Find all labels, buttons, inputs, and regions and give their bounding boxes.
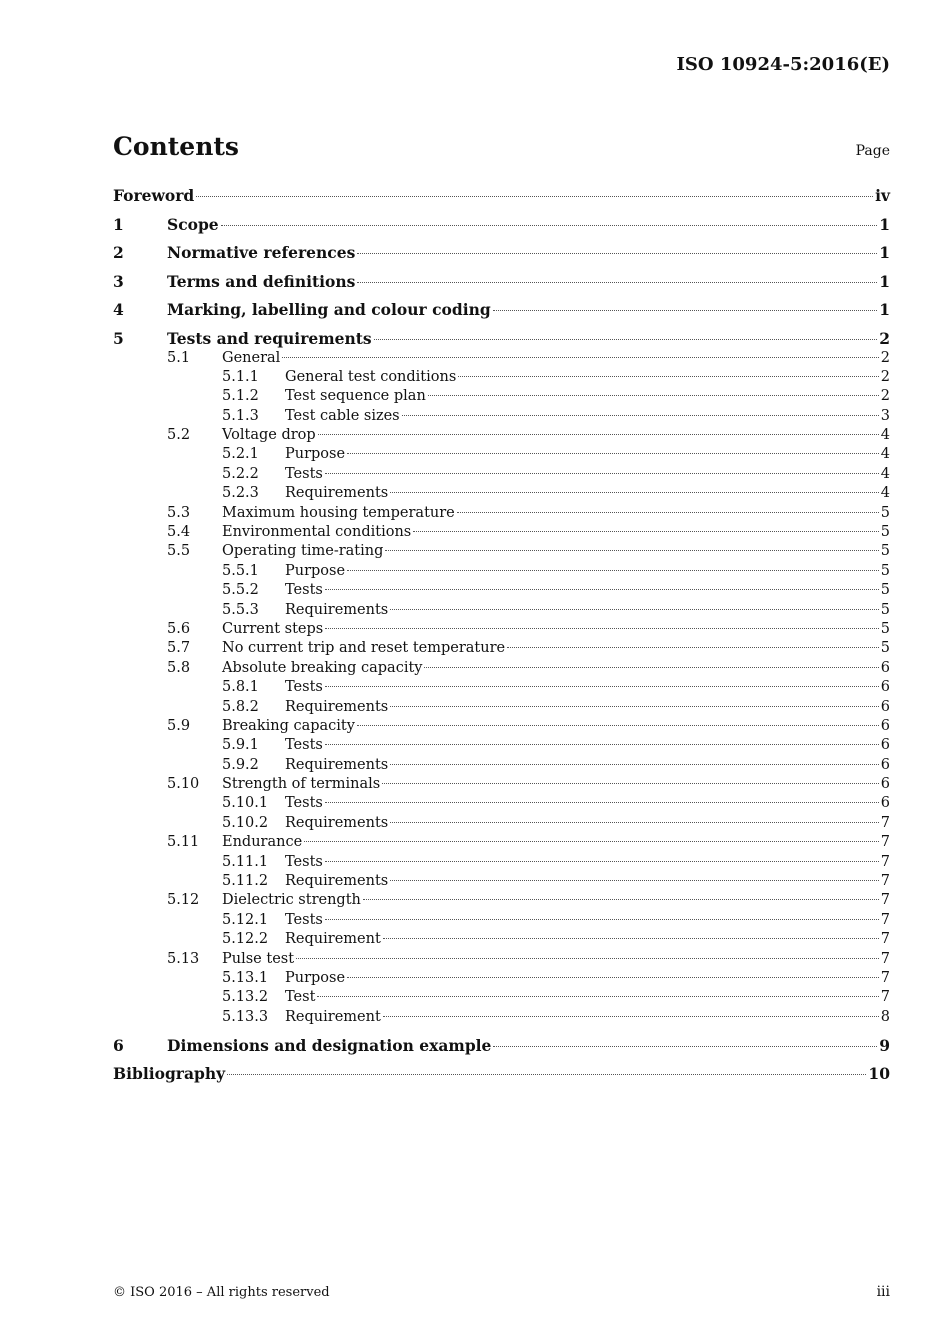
toc-entry-page: iv xyxy=(875,186,890,205)
toc-entry[interactable] xyxy=(113,891,890,910)
toc-entry-number: 5.7 xyxy=(167,640,191,657)
toc-entry-page: 6 xyxy=(880,737,890,754)
dot-leader xyxy=(227,1074,866,1075)
toc-entry[interactable] xyxy=(113,639,890,658)
toc-entry-page: 1 xyxy=(879,271,890,291)
dot-leader xyxy=(390,706,879,707)
toc-entry-title: Tests and requirements xyxy=(167,328,372,348)
toc-entry-number: 5.5.2 xyxy=(222,582,259,599)
dot-leader xyxy=(390,609,879,610)
toc-entry-page: 5 xyxy=(880,582,890,599)
toc-entry-number: 5.13.1 xyxy=(222,970,269,986)
dot-leader xyxy=(374,339,878,340)
toc-entry-page: 6 xyxy=(880,795,890,812)
dot-leader xyxy=(357,282,877,283)
toc-entry[interactable] xyxy=(113,814,890,833)
toc-entry-number: 5.1 xyxy=(167,349,191,366)
toc-entry-number: 5.1.3 xyxy=(222,407,259,424)
toc-entry-title: Scope xyxy=(167,214,219,234)
toc-entry-title: Tests xyxy=(285,853,323,870)
toc-entry-title: General xyxy=(222,349,281,366)
toc-entry-page: 5 xyxy=(880,640,890,657)
toc-entry-number: 5.4 xyxy=(167,524,191,541)
toc-entry-title: Requirement xyxy=(285,1008,381,1025)
toc-entry[interactable] xyxy=(113,300,890,320)
toc-entry[interactable] xyxy=(113,988,890,1007)
toc-entry[interactable] xyxy=(113,853,890,872)
toc-entry-title: Operating time-rating xyxy=(222,543,384,560)
toc-entry-number: 5 xyxy=(113,328,124,348)
dot-leader xyxy=(325,744,879,745)
dot-leader xyxy=(428,395,879,396)
toc-entry-number: 5.10.2 xyxy=(222,814,269,831)
dot-leader xyxy=(383,1016,879,1017)
toc-entry-page: 7 xyxy=(880,834,890,851)
dot-leader xyxy=(357,253,877,254)
toc-entry-page: 1 xyxy=(879,214,890,234)
toc-entry-number: 5.2.2 xyxy=(222,465,259,482)
toc-entry-page: 4 xyxy=(880,485,890,502)
dot-leader xyxy=(325,589,879,590)
toc-entry-title: Current steps xyxy=(222,620,324,637)
toc-entry-title: Tests xyxy=(285,679,323,696)
toc-entry-number: 5.13.2 xyxy=(222,989,269,1006)
toc-entry[interactable] xyxy=(113,243,890,263)
toc-entry[interactable] xyxy=(113,698,890,717)
toc-entry-title: Pulse test xyxy=(222,950,295,967)
toc-entry[interactable] xyxy=(113,562,890,581)
toc-entry-page: 1 xyxy=(879,243,890,262)
toc-entry[interactable] xyxy=(113,601,890,620)
toc-entry[interactable] xyxy=(113,445,890,464)
toc-entry-page: 7 xyxy=(880,911,890,928)
toc-entry-number: 5.6 xyxy=(167,620,191,637)
dot-leader xyxy=(296,958,879,959)
toc-entry[interactable] xyxy=(113,678,890,697)
toc-entry-title: Requirements xyxy=(285,814,389,831)
dot-leader xyxy=(382,783,879,784)
toc-entry-page: 10 xyxy=(868,1064,890,1084)
toc-entry-page: 6 xyxy=(880,659,890,676)
dot-leader xyxy=(402,415,879,416)
toc-entry-page: 7 xyxy=(880,814,890,831)
toc-entry-number: 5.8 xyxy=(167,659,191,676)
toc-entry-title: Purpose xyxy=(285,562,346,579)
toc-entry-title: Tests xyxy=(285,737,323,754)
toc-entry-title: Endurance xyxy=(222,834,303,851)
toc-entry-title: Marking, labelling and colour coding xyxy=(167,300,491,319)
toc-entry-page: 6 xyxy=(880,776,890,793)
page-title: Contents xyxy=(113,132,240,161)
toc-entry[interactable] xyxy=(113,911,890,930)
toc-entry-title: Dimensions and designation example xyxy=(167,1035,492,1055)
dot-leader xyxy=(325,802,879,803)
toc-entry-title: Requirements xyxy=(285,698,389,715)
toc-entry-title: Test sequence plan xyxy=(285,388,426,405)
toc-entry-number: 5.2 xyxy=(167,427,191,444)
toc-entry-number: 5.12.2 xyxy=(222,931,269,948)
toc-entry-number: 5.5.3 xyxy=(222,601,259,618)
dot-leader xyxy=(385,550,878,551)
toc-entry[interactable] xyxy=(113,756,890,775)
toc-entry-title: Requirements xyxy=(285,601,389,618)
toc-entry-page: 7 xyxy=(880,989,890,1006)
toc-entry-number: 5.13.3 xyxy=(222,1008,269,1025)
dot-leader xyxy=(507,647,879,648)
toc-entry-title: Test xyxy=(285,989,316,1006)
toc-entry-page: 9 xyxy=(879,1035,890,1055)
dot-leader xyxy=(325,686,879,687)
toc-entry-number: 5.11.2 xyxy=(222,873,269,890)
dot-leader xyxy=(304,841,879,842)
toc-entry-title: Tests xyxy=(285,911,323,928)
toc-entry[interactable] xyxy=(113,387,890,406)
dot-leader xyxy=(458,376,878,377)
toc-entry-page: 2 xyxy=(880,388,890,405)
toc-entry[interactable] xyxy=(113,872,890,891)
toc-entry-number: 5.5.1 xyxy=(222,562,259,579)
dot-leader xyxy=(357,725,879,726)
toc-entry-number: 6 xyxy=(113,1035,124,1055)
dot-leader xyxy=(390,764,879,765)
toc-entry-number: 5.9.2 xyxy=(222,756,259,773)
toc-entry-page: 2 xyxy=(880,368,890,385)
toc-entry-number: 5.10.1 xyxy=(222,795,269,812)
toc-entry-page: 2 xyxy=(880,349,890,366)
toc-entry-number: 5.8.2 xyxy=(222,698,259,715)
toc-entry-page: 1 xyxy=(879,300,890,319)
toc-entry-title: Tests xyxy=(285,465,323,482)
toc-entry[interactable] xyxy=(113,1064,890,1084)
toc-entry-page: 7 xyxy=(880,931,890,948)
toc-entry-page: 5 xyxy=(880,524,890,541)
toc-entry[interactable] xyxy=(113,329,890,349)
toc-entry-number: 5.5 xyxy=(167,543,191,560)
toc-entry[interactable] xyxy=(113,542,890,561)
toc-entry-number: 1 xyxy=(113,214,124,234)
toc-entry[interactable] xyxy=(113,659,890,678)
toc-entry-title: Absolute breaking capacity xyxy=(222,659,423,676)
dot-leader xyxy=(413,531,879,532)
dot-leader xyxy=(383,938,879,939)
toc-entry-number: 5.2.3 xyxy=(222,485,259,502)
page-number: iii xyxy=(876,1284,890,1300)
dot-leader xyxy=(325,628,879,629)
toc-entry-number: 3 xyxy=(113,271,124,291)
dot-leader xyxy=(325,861,879,862)
dot-leader xyxy=(325,473,879,474)
dot-leader xyxy=(347,977,879,978)
toc-entry-page: 4 xyxy=(880,446,890,463)
toc-entry-page: 8 xyxy=(880,1008,890,1025)
dot-leader xyxy=(317,996,878,997)
toc-entry-title: Purpose xyxy=(285,970,346,986)
toc-entry-number: 5.11 xyxy=(167,834,200,851)
toc-entry-page: 6 xyxy=(880,756,890,773)
dot-leader xyxy=(457,512,879,513)
toc-entry-number: 4 xyxy=(113,300,124,319)
toc-entry-title: Maximum housing temperature xyxy=(222,504,455,521)
toc-entry-title: Breaking capacity xyxy=(222,717,355,734)
toc-entry-page: 7 xyxy=(880,873,890,890)
toc-entry-title: Environmental conditions xyxy=(222,524,412,541)
dot-leader xyxy=(493,310,878,311)
toc-entry-page: 5 xyxy=(880,601,890,618)
toc-entry-title: Test cable sizes xyxy=(285,407,400,424)
toc-entry-page: 5 xyxy=(880,504,890,521)
toc-entry-title: Requirements xyxy=(285,756,389,773)
toc-entry-page: 4 xyxy=(880,465,890,482)
toc-entry[interactable] xyxy=(113,717,890,736)
toc-entry-number: 5.12 xyxy=(167,892,200,909)
toc-entry[interactable] xyxy=(113,504,890,523)
toc-entry-title: Requirement xyxy=(285,931,381,948)
dot-leader xyxy=(390,822,879,823)
toc-entry-number: 5.8.1 xyxy=(222,679,259,696)
standard-id: ISO 10924-5:2016(E) xyxy=(676,54,890,75)
toc-entry-page: 7 xyxy=(880,853,890,870)
toc-entry-page: 5 xyxy=(880,562,890,579)
dot-leader xyxy=(196,196,873,197)
page-column-label: Page xyxy=(855,143,890,159)
toc-entry[interactable] xyxy=(113,736,890,755)
toc-entry-title: General test conditions xyxy=(285,368,457,385)
toc-entry-page: 3 xyxy=(880,407,890,424)
toc-entry[interactable] xyxy=(113,426,890,445)
toc-entry-title: Voltage drop xyxy=(222,427,316,444)
toc-entry-title: Terms and definitions xyxy=(167,271,356,291)
toc-entry-page: 6 xyxy=(880,717,890,734)
dot-leader xyxy=(363,899,879,900)
toc-entry[interactable] xyxy=(113,523,890,542)
toc-entry-title: Dielectric strength xyxy=(222,892,361,909)
toc-entry-number: 5.12.1 xyxy=(222,911,269,928)
toc-entry-title: Requirements xyxy=(285,873,389,890)
toc-entry-title: No current trip and reset temperature xyxy=(222,640,506,657)
toc-entry-number: 5.11.1 xyxy=(222,853,269,870)
dot-leader xyxy=(390,880,879,881)
dot-leader xyxy=(318,434,879,435)
toc-entry-title: Purpose xyxy=(285,446,346,463)
toc-entry-number: 5.9.1 xyxy=(222,737,259,754)
toc-entry-number: 5.10 xyxy=(167,776,200,793)
toc-entry-number: 5.1.2 xyxy=(222,388,259,405)
toc-entry[interactable] xyxy=(113,833,890,852)
toc-entry[interactable] xyxy=(113,484,890,503)
table-of-contents xyxy=(113,186,890,1084)
toc-entry[interactable] xyxy=(113,1036,890,1056)
copyright-notice: © ISO 2016 – All rights reserved xyxy=(113,1285,330,1300)
toc-entry-page: 6 xyxy=(880,698,890,715)
toc-entry[interactable] xyxy=(113,368,890,387)
toc-entry-title: Bibliography xyxy=(113,1064,226,1084)
dot-leader xyxy=(347,570,879,571)
toc-entry[interactable] xyxy=(113,1008,890,1027)
toc-entry-page: 7 xyxy=(880,892,890,909)
toc-entry-page: 5 xyxy=(880,543,890,560)
dot-leader xyxy=(347,453,879,454)
dot-leader xyxy=(493,1046,877,1047)
toc-entry-number: 5.3 xyxy=(167,504,191,521)
dot-leader xyxy=(325,919,879,920)
toc-entry[interactable] xyxy=(113,620,890,639)
toc-entry-number: 5.13 xyxy=(167,950,200,967)
toc-entry-page: 7 xyxy=(880,970,890,986)
toc-entry-page: 7 xyxy=(880,950,890,967)
toc-entry-page: 4 xyxy=(880,427,890,444)
toc-entry[interactable] xyxy=(113,186,890,206)
dot-leader xyxy=(282,357,878,358)
toc-entry-number: 5.1.1 xyxy=(222,368,259,385)
toc-entry[interactable] xyxy=(113,581,890,600)
toc-entry-title: Requirements xyxy=(285,485,389,502)
toc-entry[interactable] xyxy=(113,930,890,949)
toc-entry-number: 5.9 xyxy=(167,717,191,734)
toc-entry-title: Tests xyxy=(285,795,323,812)
toc-entry-number: 5.2.1 xyxy=(222,446,259,463)
dot-leader xyxy=(424,667,878,668)
toc-entry-page: 6 xyxy=(880,679,890,696)
toc-entry[interactable] xyxy=(113,272,890,292)
toc-entry[interactable] xyxy=(113,950,890,969)
toc-entry-page: 5 xyxy=(880,620,890,637)
toc-entry-title: Normative references xyxy=(167,243,356,262)
toc-entry-number: 2 xyxy=(113,243,124,262)
toc-entry[interactable] xyxy=(113,775,890,794)
toc-entry-title: Tests xyxy=(285,582,323,599)
dot-leader xyxy=(390,492,879,493)
toc-entry[interactable] xyxy=(113,407,890,426)
toc-entry[interactable] xyxy=(113,349,890,368)
dot-leader xyxy=(221,225,878,226)
toc-entry[interactable] xyxy=(113,465,890,484)
toc-entry[interactable] xyxy=(113,215,890,235)
toc-entry-title: Foreword xyxy=(113,186,195,205)
toc-entry-page: 2 xyxy=(879,328,890,348)
toc-entry[interactable] xyxy=(113,969,890,988)
toc-entry-title: Strength of terminals xyxy=(222,776,381,793)
toc-entry[interactable] xyxy=(113,794,890,813)
